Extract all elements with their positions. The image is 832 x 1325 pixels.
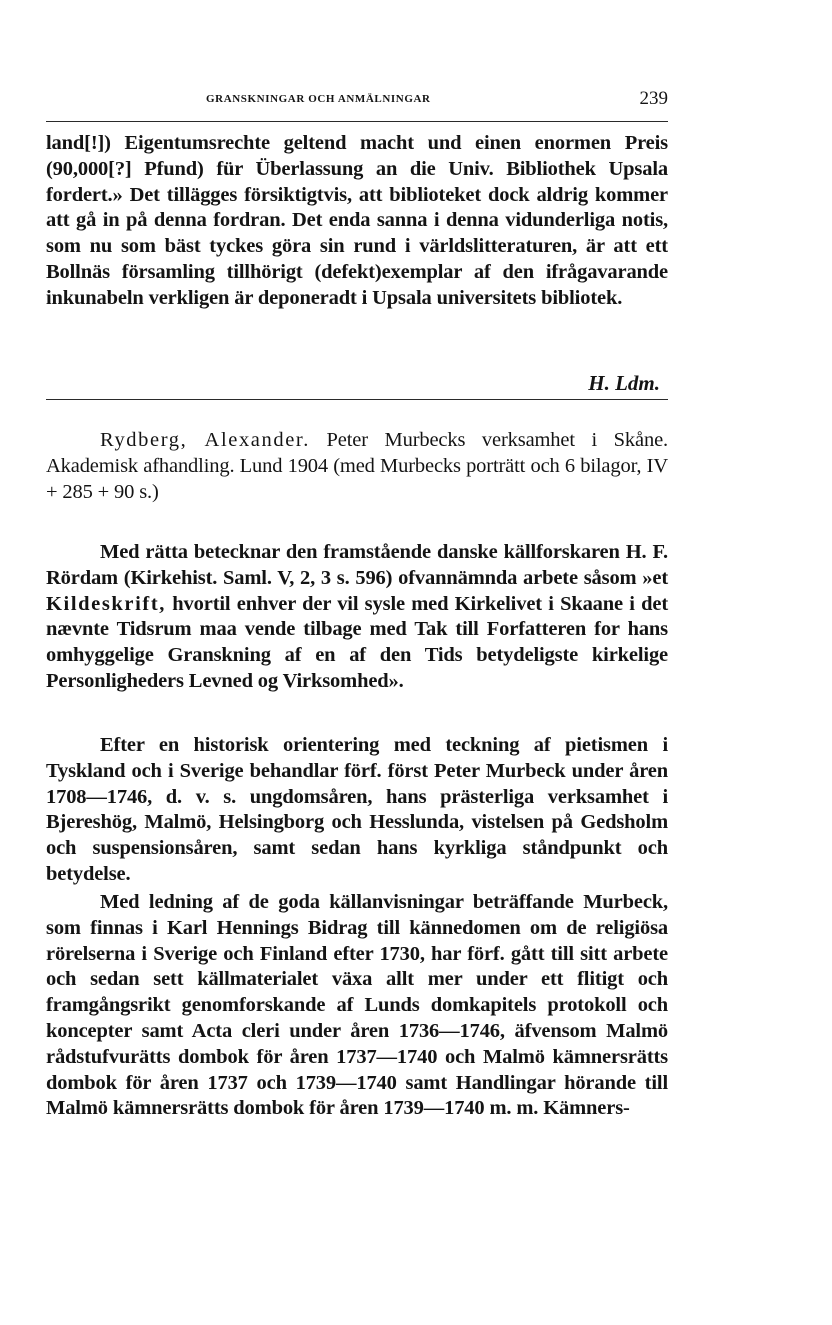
intro-paragraph: land[!]) Eigentumsrechte geltend macht und einen enormen Preis (90,000[?] Pfund) für Überlassung an die Univ. Bibliothek Upsala fordert.» Det tillägges försiktigtvis, att biblioteket dock aldrig kommer att gå in på denna fordran. Det enda sanna i denna vidunderliga notis, som nu som bäst tyckes göra sin rund i världslitteraturen, är att ett Bollnäs församling tillhörigt (defekt)exemplar af den ifrågavarande inkunabeln verkligen är deponeradt i Upsala universitets bibliotek. xyxy=(46,132,668,309)
section-rule xyxy=(46,399,668,400)
p1-spaced: Kildeskrift, xyxy=(46,592,166,615)
review-paragraph-3: Med ledning af de goda källanvisningar beträffande Murbeck, som finnas i Karl Hennings Bidrag till kännedomen om de religiösa rörelserna i Sverige och Finland efter 1730, har förf. gått till sitt arbete och sedan sett källmaterialet växa allt mer under ett flitigt och framgångsrikt genomforskande af Lunds domkapitels protokoll och koncepter samt Acta cleri under åren 1736—1746, äfvensom Malmö rådstufvurätts dombok för åren 1737—1740 och Malmö kämnersrätts dombok för åren 1737 och 1739—1740 samt Handlingar hörande till Malmö kämnersrätts dombok för åren 1739—1740 m. m. Kämners- xyxy=(46,891,668,1120)
p1-before: Med rätta betecknar den framstående danske källforskaren H. F. Rördam (Kirkehist. Saml. V, 2, 3 s. 596) ofvannämnda arbete såsom »et xyxy=(46,541,668,589)
running-head xyxy=(46,88,668,113)
review-citation xyxy=(46,428,668,505)
book-page xyxy=(46,0,668,1325)
signature: H. Ldm. xyxy=(588,371,660,395)
review-paragraph-1 xyxy=(46,540,668,695)
review-paragraph-2: Efter en historisk orientering med teckning af pietismen i Tyskland och i Sverige behandlar förf. först Peter Murbeck under åren 1708—1746, d. v. s. ungdomsåren, hans prästerliga verksamhet i Bjereshög, Malmö, Helsingborg och Hesslunda, vistelsen på Gedsholm och suspensionsåren, samt sedan hans kyrkliga ståndpunkt och betydelse. xyxy=(46,734,668,885)
review-author: Rydberg, Alexander. xyxy=(100,429,310,451)
review-title: Peter Murbecks verksamhet i Skåne. Akademisk afhandling. Lund 1904 (med Murbecks porträtt och 6 bilagor, IV + 285 + 90 s.) xyxy=(46,429,668,503)
page-number: 239 xyxy=(639,88,668,109)
p1-after: hvortil enhver der vil sysle med Kirkelivet i Skaane i det nævnte Tidsrum maa vende tilbage med Tak till Forfatteren for hans omhyggelige Granskning af en af den Tids betydeligste kirkelige Personligheders Levned og Virksomhed». xyxy=(46,592,668,692)
running-title: GRANSKNINGAR OCH ANMÄLNINGAR xyxy=(206,93,431,105)
header-rule xyxy=(46,121,668,122)
